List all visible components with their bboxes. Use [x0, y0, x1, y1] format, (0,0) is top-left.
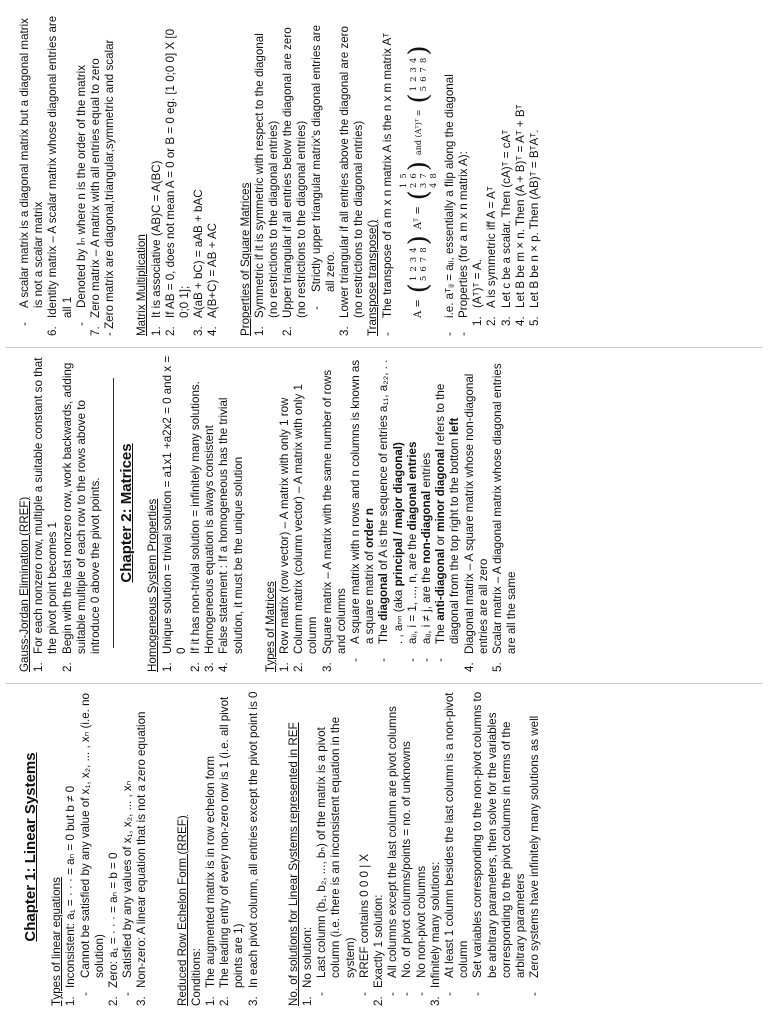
matrix-entry: 5: [418, 275, 429, 282]
conditions-label: Conditions:: [189, 947, 203, 1006]
list-item: - aᵢⱼ, i ≠ j, are the non-diagonal entries: [420, 452, 434, 662]
list-item: - A scalar matrix is a diagonal matrix but a diagonal matrix is not a scalar matrix: [18, 18, 46, 326]
matrix-entry: 5: [398, 173, 409, 179]
matrix-entry: 3: [408, 256, 419, 263]
list-item: 2. If it has non-trivial solution = infinitely many solutions.: [189, 381, 203, 672]
list-item: 1. Inconsistent: a₁ = · · · = aₙ = 0 but b ≠ 0: [64, 785, 78, 1006]
list-item: - Denoted by Iₙ where n is the order of the matrix: [74, 64, 88, 326]
matrix-entry: 4: [408, 57, 419, 64]
transpose-heading: Transpose transpose(): [366, 219, 380, 336]
list-item: 4. A(B+C) = AB + AC: [206, 222, 220, 336]
matrix-entry: 7: [418, 173, 429, 179]
list-item: - Last column (b₁, b₂, ..., bₙ) of the matrix is a pivot column (i.e. there is an inconsistent equation in the system): [315, 716, 357, 996]
list-item: - The anti-diagonal or minor diagonal refers to the diagonal from the top right to the bottom left: [434, 383, 462, 662]
list-item: 4. False statement : If a homogeneous has the trivial solution, it must be the unique solution: [217, 397, 245, 672]
list-item: - RREF contains 0 0 0 | X: [357, 853, 371, 996]
rref-heading: Reduced Row Echelon Form (RREF): [175, 815, 189, 1006]
matrix-multiplication-heading: Matrix Multiplication: [135, 234, 149, 336]
list-item: 3. In each pivot column, all entries except the pivot point is 0: [246, 691, 260, 1006]
matrix-entry: 4: [408, 247, 419, 253]
list-item: 2. Begin with the last nonzero row, work backwards, adding suitable multiple of each row to the rows above to introduce 0 above the pivot points.: [60, 362, 103, 672]
list-item: - Properties (for a m x n matrix A):: [457, 151, 471, 336]
list-item: - Strictly upper triangular matrix's diagonal entries are all zero.: [309, 24, 337, 310]
matrix-entry: 7: [418, 256, 429, 263]
list-item: 2. Column matrix (column vector) – A matrix with only 1 column: [292, 384, 320, 672]
list-item: 2. A is symmetric iff A = Aᵀ: [485, 186, 499, 326]
list-item: - At least 1 column besides the last column is a non-pivot column: [443, 692, 471, 996]
matrix-entry: 3: [408, 67, 419, 73]
matrix-a-transpose: ( 1 5 2 6 3 7 4 8 ): [398, 161, 439, 201]
list-item: 2. Upper triangular if all entries below the diagonal are zero (no restrictions to the diagonal entries): [281, 27, 309, 336]
types-heading: Types of linear equations: [50, 877, 64, 1006]
matrix-entry: 5: [418, 85, 429, 92]
column-matrices: [18, 354, 758, 672]
list-item: 3. A(aB + bC) = aAB + bAC: [192, 189, 206, 336]
list-item: 3. Square matrix – A matrix with the same number of rows and columns: [320, 369, 348, 672]
matrix-entry: 7: [418, 67, 429, 73]
list-item: 6. Identity matrix – A scalar matrix whose diagonal entries are all 1: [46, 15, 74, 336]
list-item: 3. Homogeneous equation is always consistent: [203, 425, 217, 672]
matrix-a: ( 1 2 3 4 5 6 7 8 ): [403, 235, 434, 294]
list-item: - No non-pivot columns: [414, 865, 428, 996]
list-item: - aᵢᵢ, i = 1, ..., n, are the diagonal entries: [405, 441, 419, 662]
matrix-entry: 6: [418, 76, 429, 82]
solutions-heading: No. of solutions for Linear Systems represented in REF: [286, 722, 300, 1006]
list-item: - Cannot be satisfied by any value of x₁, x₂, ... , xₙ (i.e. no solution): [78, 693, 106, 996]
list-item: 3. Non-zero: A linear equation that is not a zero equation: [135, 711, 149, 1006]
matrix-entry: 1: [408, 275, 419, 282]
list-item: - Satisfied by any values of x₁, x₂, ... , xₙ: [121, 780, 135, 996]
list-item: 7. Zero matrix – A matrix with all entries equal to zero: [89, 58, 103, 336]
column-linear-systems: [18, 688, 758, 1006]
list-item: - Zero systems have infinitely many solutions as well: [528, 715, 542, 996]
list-item: - The transpose of a m x n matrix A is the n x m matrix Aᵀ: [380, 32, 394, 336]
list-item: 3. Lower triangular if all entries above the diagonal are zero (no restrictions to the diagonal entries): [338, 26, 366, 336]
list-item: 2. Zero: a₁ = · · · = aₙ = b = 0: [107, 852, 121, 1006]
list-item: 4. Diagonal matrix – A square matrix whose non-diagonal entries are all zero: [462, 373, 490, 672]
matrix-entry: 8: [418, 247, 429, 253]
list-item: 1. Row matrix (row vector) – A matrix with only 1 row: [278, 397, 292, 672]
list-item: - A square matrix with n rows and n columns is known as a square matrix of order n: [349, 359, 377, 662]
list-item: 2. If AB = 0, does not mean A = 0 or B = 0 eg. [1 0;0 0] X [0 0;0 1];: [163, 28, 192, 336]
list-item: 5. Let B be n × p. Then (AB)ᵀ = BᵀAᵀ.: [528, 129, 542, 326]
list-item: 4. Let B be m × n. Then (A + B)ᵀ = Aᵀ + Bᵀ: [513, 104, 527, 326]
column-divider: [6, 347, 762, 348]
zero-matrix-note: - Zero matrix are diagonal,triangular,symmetric and scalar: [103, 39, 117, 336]
list-item: 1. The augmented matrix is in row echelon form: [204, 756, 218, 1006]
homogeneous-heading: Homogeneous System Properties: [146, 498, 160, 672]
list-item: 1. For each nonzero row, multiple a suitable constant so that the pivot point becomes 1: [32, 357, 60, 672]
transpose-equation: A = ( 1 2 3 4 5 6 7 8 ) Aᵀ = ( 1 5 2 6 3 7 4 8 ) and (Aᵀ)ᵀ = ( 1 2 3 4 5 6 7 8 ): [398, 45, 439, 318]
list-item: 3. Infinitely many solutions:: [428, 861, 442, 1006]
chapter-2-title: Chapter 2: Matrices: [118, 443, 136, 583]
matrix-entry: 2: [408, 266, 419, 272]
list-item: 2. The leading entry of every non-zero row is 1 (i.e. all pivot points are 1): [218, 696, 246, 1006]
list-item: - Set variables corresponding to the non-pivot columns to be arbitrary parameters, then solve for the variables corresponding to the pivot columns in terms of the arbitrary parameters: [471, 691, 528, 996]
matrix-entry: 1: [398, 182, 409, 189]
gauss-jordan-heading: Gauss-Jordan Elimination (RREF): [18, 496, 31, 672]
list-item: - No. of pivot columns/points = no. of unknowns: [400, 741, 414, 996]
matrix-entry: 6: [408, 173, 419, 179]
matrix-entry: 8: [428, 173, 439, 179]
column-divider: [6, 683, 762, 684]
matrix-entry: 2: [408, 76, 419, 82]
list-item: - All columns except the last column are pivot columns: [386, 706, 400, 996]
matrix-entry: 3: [418, 182, 429, 189]
matrix-a-transpose-transpose: ( 1 2 3 4 5 6 7 8 ): [403, 45, 434, 104]
list-item: 5. Scalar matrix – A diagonal matrix whose diagonal entries are all the same: [491, 363, 519, 672]
list-item: 1. Unique solution = trivial solution = a1x1 +a2x2 = 0 and x = 0: [160, 355, 188, 672]
matrix-entry: 2: [408, 182, 419, 189]
types-of-matrices-heading: Types of Matrices: [263, 581, 277, 672]
matrix-entry: 4: [428, 182, 439, 189]
list-item: 1. Symmetric if it is symmetric with respect to the diagonal (no restrictions to the diagonal entries): [252, 33, 281, 336]
list-item: 1. No solution:: [301, 926, 315, 1006]
matrix-entry: 6: [418, 266, 429, 272]
list-item: 3. Let c be a scalar. Then (cA)ᵀ = cAᵀ: [499, 129, 513, 326]
list-item: 1. (Aᵀ)ᵀ = A.: [471, 258, 485, 326]
list-item: - i.e. aᵀᵢⱼ = aⱼᵢ, essentially a flip along the diagonal: [442, 74, 456, 336]
square-matrices-heading: Properties of Square Matrices: [238, 182, 252, 336]
list-item: - The diagonal of A is the sequence of entries a₁₁, a₂₂, . . . , aₙₙ (aka principal / major diagonal): [377, 359, 405, 662]
list-item: 2. Exactly 1 solution:: [372, 894, 386, 1006]
section-rule: [113, 378, 114, 648]
chapter-1-title: Chapter 1: Linear Systems: [22, 752, 39, 942]
list-item: 1. It is associative (AB)C = A(BC): [149, 160, 163, 336]
matrix-entry: 8: [418, 57, 429, 64]
matrix-entry: 1: [408, 85, 419, 92]
column-matrix-properties: [18, 14, 758, 336]
